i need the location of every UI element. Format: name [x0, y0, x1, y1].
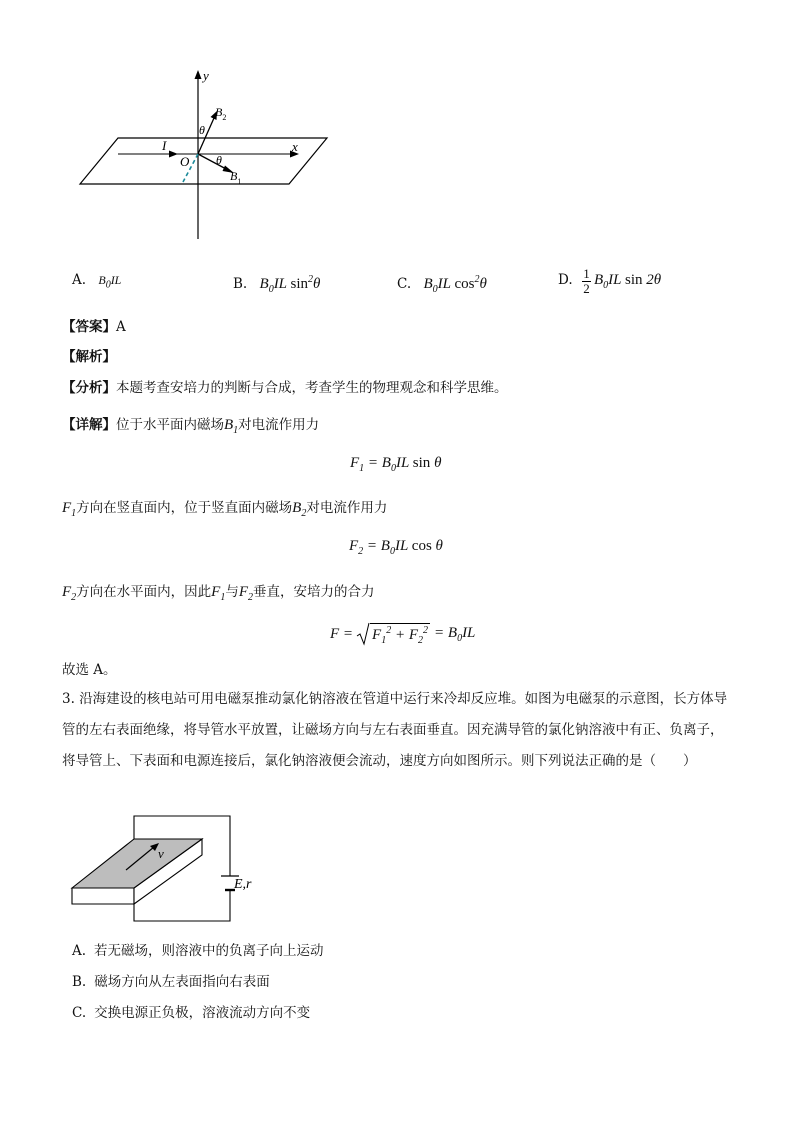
formula-f: F = $F_1^2 + F_2^2$ = $B_0IL$	[330, 624, 476, 646]
question-3-text: 沿海建设的核电站可用电磁泵推动氯化钠溶液在管道中运行来冷却反应堆。如图为电磁泵的示意图，长方体导管的左右表面绝缘，将导管水平放置，让磁场方向与左右表面垂直。因充满导管的氯化钠溶液中有正、负离子，将导管上、下表面和电源连接后，氯化钠溶液便会流动，速度方向如图所示。则下列说法正确的是（ ）	[62, 691, 728, 769]
option-b-letter: B.	[233, 276, 248, 292]
b2-label: $B_2$	[215, 105, 227, 122]
option-d[interactable]	[558, 270, 573, 290]
angle-right-label: θ	[216, 153, 222, 167]
option-a-expr: $B_0IL$	[98, 273, 122, 291]
conclusion: 故选 A。	[62, 662, 117, 678]
q3-option-c[interactable]: C. 交换电源正负极，溶液流动方向不变	[72, 1005, 311, 1021]
pump-diagram	[68, 810, 268, 928]
detail-line-1: 【详解】位于水平面内磁场$B_1$对电流作用力	[62, 417, 320, 436]
option-d-letter: D.	[558, 272, 573, 288]
option-b[interactable]	[233, 270, 320, 300]
vector-diagram	[70, 62, 340, 247]
option-d-expr: 1 2 $B_0IL$ sin 2θ	[583, 265, 662, 296]
fenxi-text: 本题考查安培力的判断与合成，考查学生的物理观念和科学思维。	[116, 380, 508, 396]
origin-label: O	[180, 154, 190, 169]
b1-label: $B_1$	[230, 169, 242, 186]
option-b-expr: $B_0IL$ $\sin^2\theta$	[259, 274, 321, 295]
fenxi-label: 【分析】	[62, 380, 116, 396]
current-label: I	[162, 138, 167, 153]
option-a-letter: A.	[72, 272, 87, 288]
y-axis-label: y	[203, 68, 209, 83]
q3-option-a[interactable]: A. 若无磁场，则溶液中的负离子向上运动	[72, 943, 324, 959]
option-c-letter: C.	[397, 276, 412, 292]
formula-f2: $F_2 = B_0IL$ cos θ	[349, 538, 443, 557]
angle-top-label: θ	[199, 123, 205, 137]
formula-f1: $F_1 = B_0IL$ sin θ	[350, 455, 442, 474]
fenxi-line	[62, 378, 508, 398]
x-axis-label: x	[292, 139, 298, 154]
q3-option-b[interactable]: B. 磁场方向从左表面指向右表面	[72, 974, 270, 990]
answer-line	[62, 317, 126, 337]
detail-label: 【详解】	[62, 417, 116, 433]
option-c[interactable]	[397, 270, 487, 300]
option-c-expr: $B_0IL$ $\cos^2\theta$	[423, 274, 487, 295]
analysis-label: 【解析】	[62, 349, 116, 365]
source-label: E,r	[234, 877, 252, 892]
detail-line-2: $F_1$方向在竖直面内，位于竖直面内磁场$B_2$对电流作用力	[62, 500, 388, 519]
question-3-stem	[62, 684, 732, 777]
detail-line-3: $F_2$方向在水平面内，因此$F_1$与$F_2$垂直，安培力的合力	[62, 584, 375, 603]
velocity-label: v	[158, 846, 164, 861]
question-3-number: 3.	[62, 691, 75, 707]
option-a[interactable]	[72, 270, 121, 295]
answer-value: A	[116, 319, 126, 335]
answer-label: 【答案】	[62, 319, 116, 335]
